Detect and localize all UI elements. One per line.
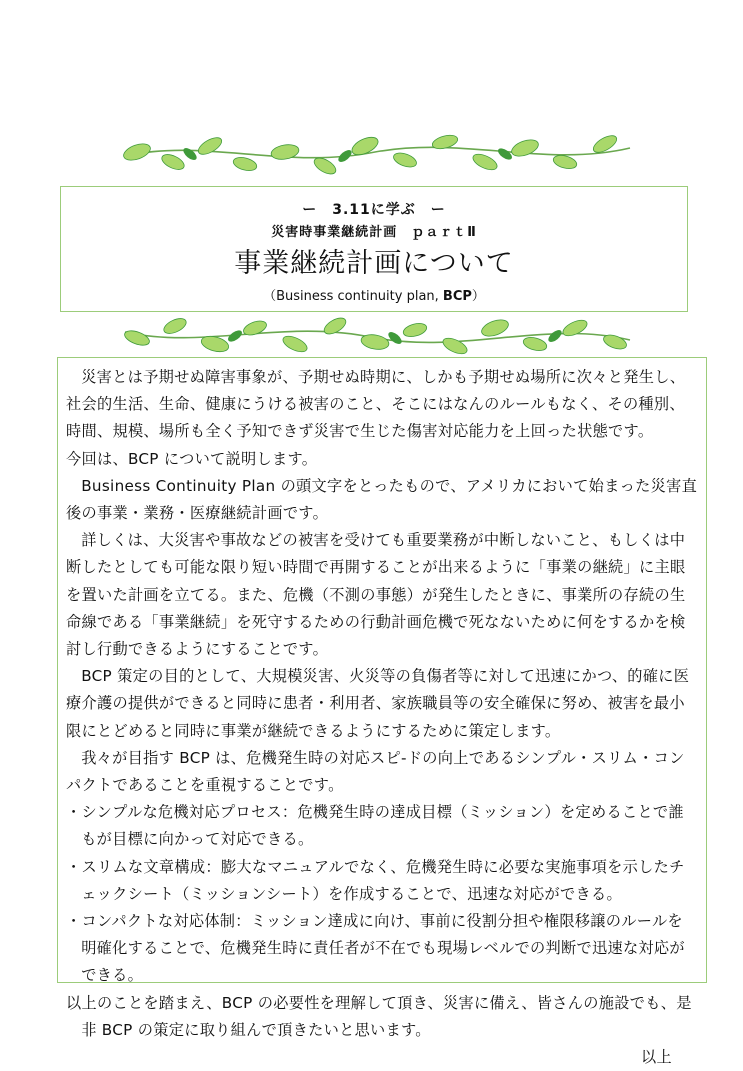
body-frame xyxy=(57,357,707,1067)
vine-leaves-decoration-top xyxy=(115,128,635,178)
bullet-compact: ・コンパクトな対応体制：ミッション達成に向け、事前に役割分担や権限移譲のルールを明確化することで、危機発生時に責任者が不在でも現場レベルでの判断で迅速な対応ができる。 xyxy=(66,912,685,985)
paragraph-bcp-goal: 我々が目指す BCP は、危機発生時の対応スピ-ドの向上であるシンプル・スリム・コンパクトであることを重視することです。 xyxy=(66,748,685,795)
bullet-simple: ・シンプルな危機対応プロセス：危機発生時の達成目標（ミッション）を定めることで誰もが目標に向かって対応できる。 xyxy=(66,803,684,849)
paragraph-bcp-origin: Business Continuity Plan の頭文字をとったもので、アメリカにおいて始まった災害直後の事業・業務・医療継続計画です。 xyxy=(66,476,698,523)
paragraph-conclusion: 以上のことを踏まえ、BCP の必要性を理解して頂き、災害に備え、皆さんの施設でも、是非 BCP の策定に取り組んで頂きたいと思います。 xyxy=(66,993,692,1039)
paragraph-bcp-purpose: BCP 策定の目的として、大規模災害、火災等の負傷者等に対して迅速にかつ、的確に医療介護の提供ができると同時に患者・利用者、家族職員等の安全確保に努め、被害を最小限にとどめると同時に事業が継続できるようにするために策定します。 xyxy=(66,667,690,740)
closing-mark: 以上 xyxy=(641,1048,672,1067)
series-label: ー 3.11に学ぶ ー xyxy=(302,202,446,218)
bullet-slim: ・スリムな文章構成：膨大なマニュアルでなく、危機発生時に必要な実施事項を示したチェックシート（ミッションシート）を作成することで、迅速な対応ができる。 xyxy=(66,857,685,903)
page-title: 事業継続計画について xyxy=(234,248,514,279)
vine-leaves-decoration-bottom xyxy=(115,310,635,360)
paragraph-bcp-details: 詳しくは、大災害や事故などの被害を受けても重要業務が中断しないこと、もしくは中断したとしても可能な限り短い時間で再開することが出来るように「事業の継続」に主眼を置いた計画を立てる。また、危機（不測の事態）が発生したときに、事業所の存続の生命線である「事業継続」を死守するための行動計画危機で死なないために何をするかを検討し行動できるようにすることです。 xyxy=(66,531,686,659)
subtitle: （Business continuity plan, BCP） xyxy=(263,289,485,304)
paragraph-disaster-definition: 災害とは予期せぬ障害事象が、予期せぬ時期に、しかも予期せぬ場所に次々と発生し、社会的生活、生命、健康にうける被害のこと、そこにはなんのルールもなく、その種別、時間、規模、場所も全く予知できず災害で生じた傷害対応能力を上回った状態です。 xyxy=(66,368,686,441)
paragraph-intro: 今回は、BCP について説明します。 xyxy=(66,449,318,468)
plan-label: 災害時事業継続計画 ｐａｒｔⅡ xyxy=(271,225,477,240)
title-frame xyxy=(60,186,688,312)
